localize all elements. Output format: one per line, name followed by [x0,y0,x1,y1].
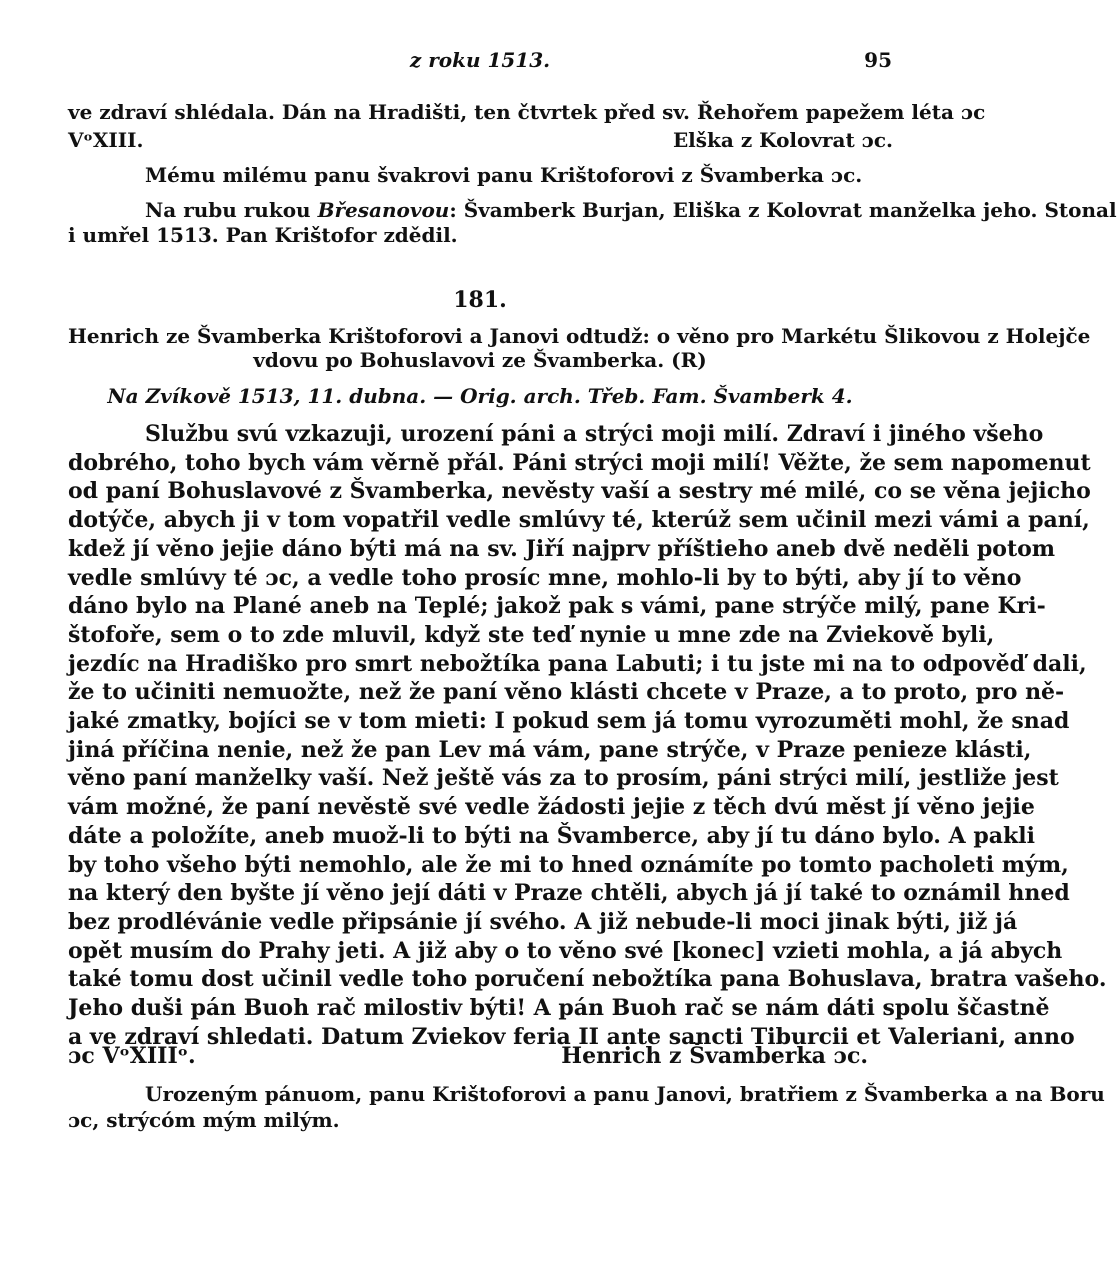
document-signature: Henrich z Švamberka ɔc. [561,1043,868,1069]
body-line: štofoře, sem o to zde mluvil, když ste teď nynie u mne zde na Zviekově byli, [68,621,995,648]
prev-letter-note-line-1: Na rubu rukou Břesanovou: Švamberk Burjan, Eliška z Kolovrat manželka jeho. Stonal [145,198,1117,222]
prev-letter-address: Mému milému panu švakrovi panu Krištoforovi z Švamberka ɔc. [145,163,863,187]
body-line: že to učiniti nemuožte, než že paní věno klásti chcete v Praze, a to proto, pro ně- [68,679,1065,706]
prev-letter-line-2 [68,126,893,154]
body-line: vám možné, že paní nevěstě své vedle žádosti jejie z těch dvú měst jí věno jejie [68,794,1035,821]
body-line: dobrého, toho bych vám věrně přál. Páni strýci moji milí! Věžte, že sem napomenut [68,449,1091,476]
body-line: od paní Bohuslavové z Švamberka, nevěsty vaší a sestry mé milé, co se věna jejicho [68,478,1091,505]
document-number: 181. [453,287,507,313]
running-title: z roku 1513. [409,48,551,72]
document-source: Na Zvíkově 1513, 11. dubna. — Orig. arch. Třeb. Fam. Švamberk 4. [107,384,853,408]
hand-name: Břesanovou [317,198,450,222]
document-summary-line-2: vdovu po Bohuslavovi ze Švamberka. (R) [253,348,707,372]
body-line: jaké zmatky, bojíci se v tom mieti: I pokud sem já tomu vyrozuměti mohl, že snad [68,708,1070,734]
body-line: dotýče, abych ji v tom vopatřil vedle smlúvy té, kterúž sem učinil mezi vámi a paní, [68,507,1090,534]
body-line: dáte a položíte, aneb muož-li to býti na Švamberce, aby jí tu dáno bylo. A pakli [68,822,1035,849]
document-summary-line-1: Henrich ze Švamberka Krištoforovi a Janovi odtudž: o věno pro Markétu Šlikovou z Holejče [68,324,1091,348]
body-line: jezdíc na Hradiško pro smrt nebožtíka pana Labuti; i tu jste mi na to odpověď dali, [68,650,1087,677]
body-line: Jeho duši pán Buoh rač milostiv býti! A pán Buoh rač se nám dáti spolu ščastně [68,995,1050,1021]
prev-letter-date: VᵒXIII. [68,128,144,152]
document-address-line-1: Urozeným pánuom, panu Krištoforovi a panu Janovi, bratřiem z Švamberka a na Boru [145,1082,1105,1106]
document-address-line-2: ɔc, strýcóm mým milým. [68,1108,340,1132]
prev-letter-line-1: ve zdraví shlédala. Dán na Hradišti, ten čtvrtek před sv. Řehořem papežem léta ɔc [68,100,986,124]
page-number: 95 [864,48,892,72]
page-header [0,48,960,78]
body-line: dáno bylo na Plané aneb na Teplé; jakož pak s vámi, pane strýče milý, pane Kri- [68,593,1046,620]
body-line: věno paní manželky vaší. Než ještě vás za to prosím, páni strýci milí, jestliže jest [68,765,1059,792]
body-line: a ve zdraví shledati. Datum Zviekov feria II ante sancti Tiburcii et Valeriani, anno [68,1023,1075,1050]
body-line: by toho všeho býti nemohlo, ale že mi to hned oznámíte po tomto pacholeti mým, [68,851,1069,878]
body-line: jiná příčina nenie, než že pan Lev má vám, pane strýče, v Praze penieze klásti, [68,736,1032,763]
body-line: bez prodlévánie vedle připsánie jí svého. A již nebude-li moci jinak býti, již já [68,908,1018,935]
body-line: vedle smlúvy té ɔc, a vedle toho prosíc mne, mohlo-li by to býti, aby jí to věno [68,564,1022,591]
body-line: na který den byšte jí věno její dáti v Praze chtěli, abych já jí také to oznámil hned [68,880,1070,907]
body-line: Službu svú vzkazuji, urození páni a strýci moji milí. Zdraví i jiného všeho [145,421,1044,447]
body-line: kdež jí věno jejie dáno býti má na sv. Jiří najprv příštieho aneb dvě neděli potom [68,535,1056,562]
prev-letter-note-line-2: i umřel 1513. Pan Krištofor zdědil. [68,223,458,247]
body-last-line: ɔc VᵒXIIIᵒ. [68,1043,196,1069]
body-line: opět musím do Prahy jeti. A již aby o to věno své [konec] vzieti mohla, a já abych [68,937,1063,964]
body-line: také tomu dost učinil vedle toho poručení nebožtíka pana Bohuslava, bratra vašeho. [68,966,1107,993]
prev-letter-signature: Elška z Kolovrat ɔc. [672,128,893,152]
